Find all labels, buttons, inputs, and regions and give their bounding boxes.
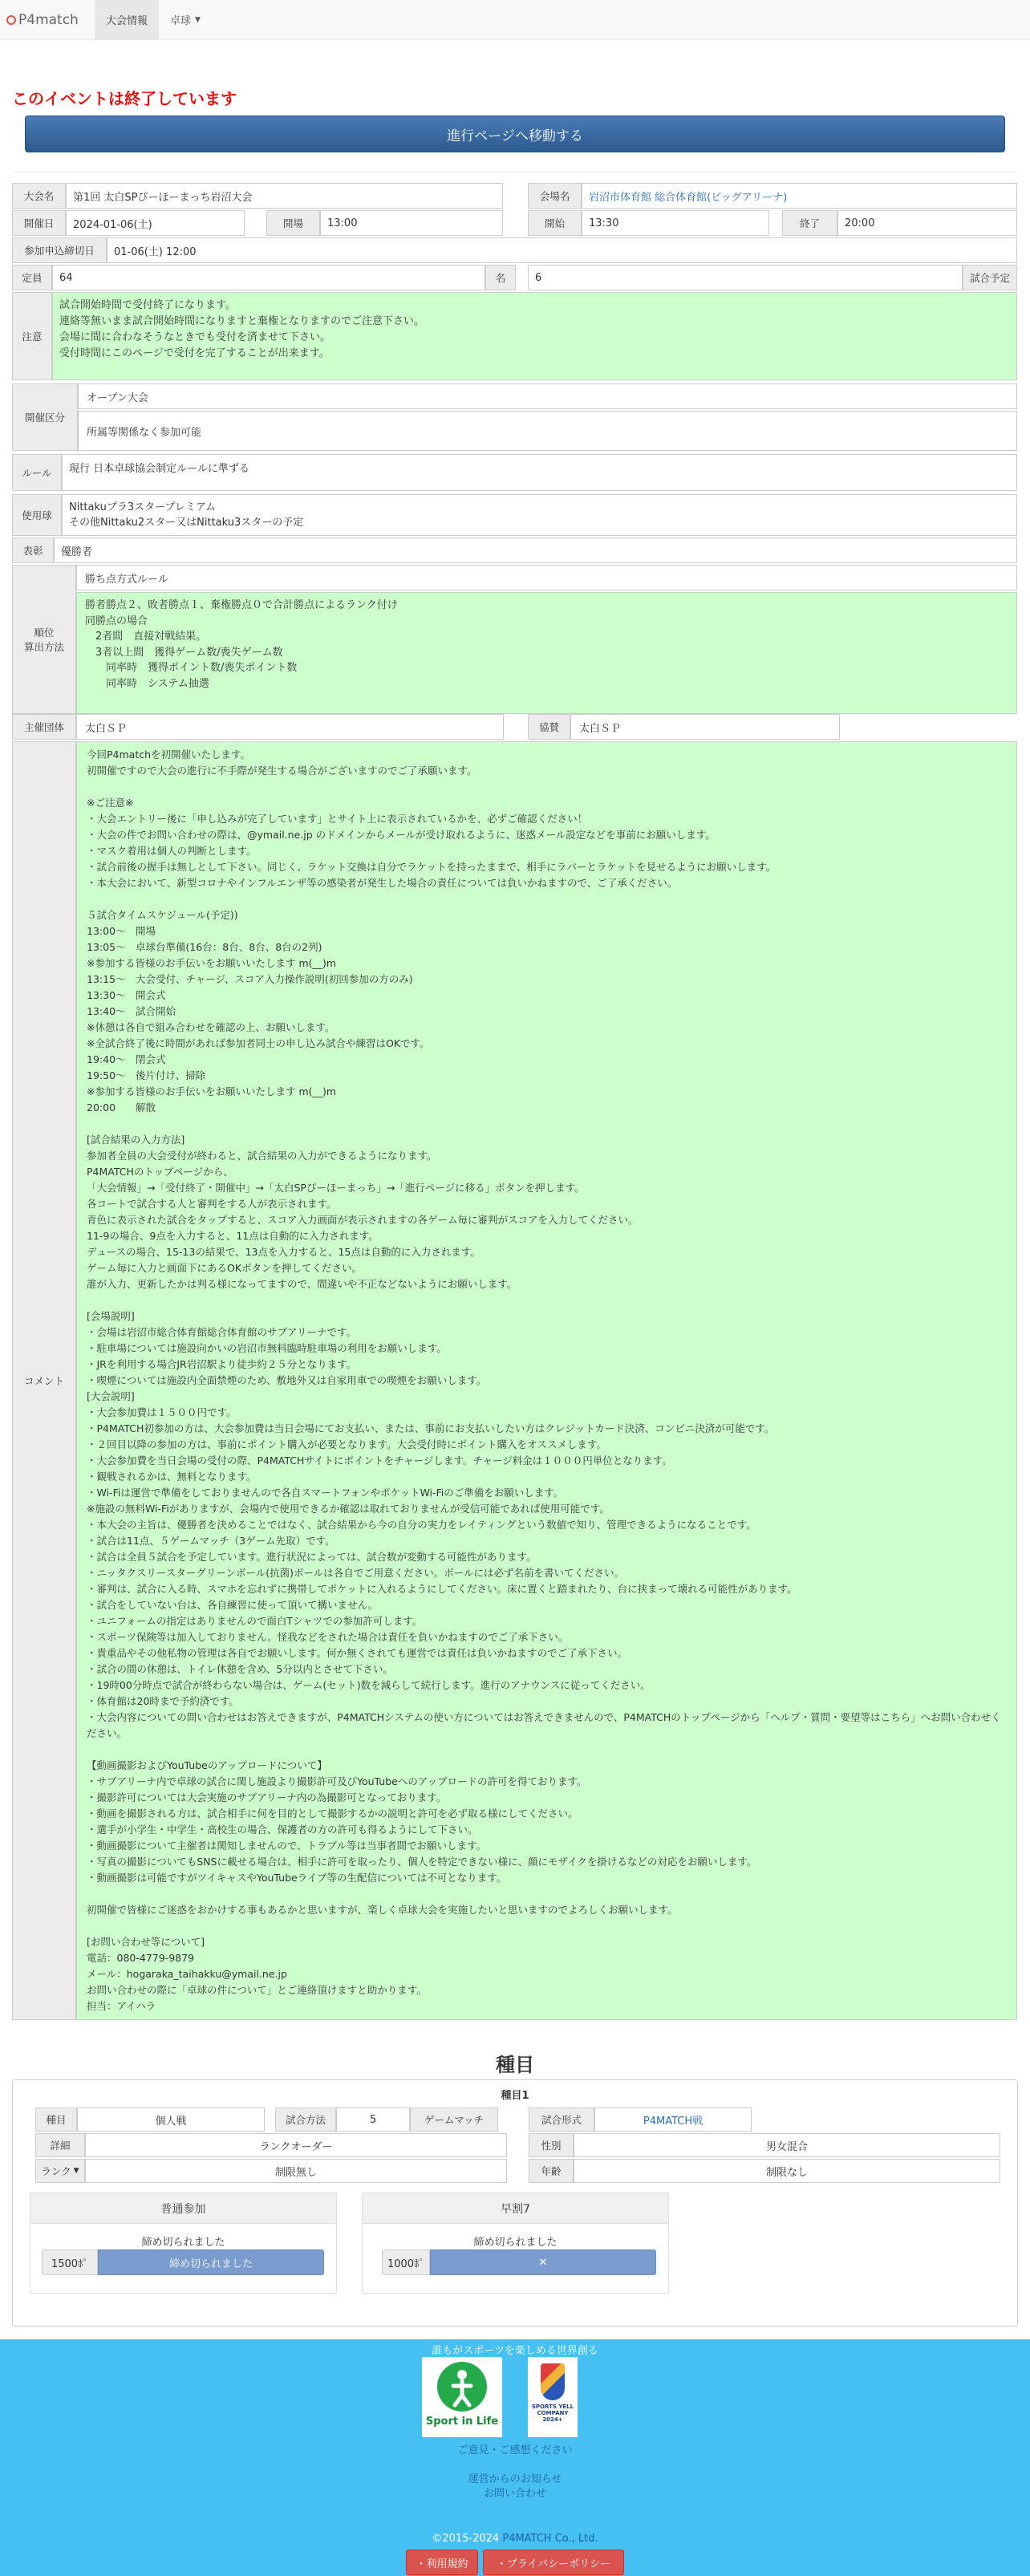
general-entry-closed-button[interactable]: 締め切られました (98, 2249, 324, 2275)
label-event-name: 大会名 (12, 183, 66, 209)
label-award: 表彰 (12, 538, 54, 563)
contact-link-text[interactable]: お問い合わせ (483, 2488, 546, 2500)
sport-in-life-text: Sport in Life (425, 2416, 499, 2428)
label-rank-text: ランク (41, 2165, 71, 2177)
value-rank-detail: 勝者勝点２、敗者勝点１、棄権勝点０で合計勝点によるランク付け 同勝点の場合 2者間 直接対戦結果。 3者以上間 獲得ゲーム数/喪失ゲーム数 同率時 獲得ポイント数/喪失ポイント数 同率時 システム抽選 (76, 592, 1017, 714)
label-ball: 使用球 (12, 494, 62, 536)
general-entry-panel (30, 2193, 337, 2294)
nav-tab-event-info[interactable] (95, 0, 159, 39)
label-age: 年齢 (529, 2159, 574, 2183)
label-end: 終了 (782, 210, 837, 236)
value-event-name: 第1回 太白SPぴーほーまっち岩沼大会 (66, 183, 503, 209)
value-sponsor: 太白ＳＰ (570, 714, 840, 740)
sport-figure-icon (437, 2362, 487, 2412)
value-category-1: オープン大会 (78, 383, 1017, 409)
general-entry-title: 普通参加 (30, 2193, 336, 2224)
value-event-type: 個人戦 (77, 2107, 265, 2132)
label-capacity: 定員 (12, 265, 52, 290)
value-rule: 現行 日本卓球協会制定ルールに準ずる (62, 454, 1017, 491)
label-venue: 会場名 (528, 183, 582, 209)
value-rank: 制限無し (85, 2159, 507, 2183)
sports-yell-company-logo[interactable] (528, 2357, 578, 2437)
venue-link[interactable]: 岩沼市体育館 総合体育館(ビッグアリーナ) (582, 183, 1017, 209)
label-deadline: 参加申込締切日 (12, 237, 107, 263)
value-end: 20:00 (837, 210, 1017, 236)
contact-link[interactable] (0, 2485, 1030, 2500)
caret-down-icon: ▼ (195, 15, 201, 24)
early-entry-title: 早割7 (363, 2193, 668, 2224)
value-ball: Nittakuプラ3スタープレミアム その他Nittaku2スター又はNittaku3スターの予定 (62, 494, 1017, 536)
brand-text: P4match (18, 11, 79, 28)
terms-button[interactable]: ・利用規約 (406, 2550, 478, 2575)
label-category: 開催区分 (12, 383, 78, 451)
value-award: 優勝者 (54, 538, 1017, 563)
nav-tab-label: 大会情報 (106, 15, 148, 27)
label-rank-method: 順位 算出方法 (12, 565, 76, 714)
label-sponsor: 協賛 (528, 714, 570, 740)
value-rank-method: 勝ち点方式ルール (76, 565, 1017, 590)
label-rule: ルール (12, 454, 62, 491)
notice-link[interactable] (0, 2470, 1030, 2485)
navbar (0, 0, 1030, 40)
brand-logo[interactable] (0, 0, 95, 39)
feedback-link-text[interactable]: ご意見・ご感想ください (457, 2444, 573, 2456)
value-detail: ランクオーダー (85, 2133, 507, 2157)
value-caution: 試合開始時間で受付終了になります。 連絡等無いまま試合開始時間になりますと棄権となりますのでご注意下さい。 会場に間に合わなそうなときでも受付を済ませて下さい。 受付時間にこのページで受付を完了することが出来ます。 (52, 292, 1017, 380)
value-date: 2024-01-06(土) (66, 210, 245, 236)
label-detail: 詳細 (35, 2133, 85, 2157)
label-match-method: 試合方法 (275, 2107, 336, 2132)
label-host: 主催団体 (12, 714, 76, 740)
label-start: 開始 (528, 210, 582, 236)
event-ended-notice: このイベントは終了しています (12, 89, 237, 108)
event-1-panel (12, 2079, 1018, 2327)
label-event-type: 種目 (35, 2107, 77, 2132)
label-open: 開場 (266, 210, 320, 236)
label-match-format: 試合形式 (529, 2107, 594, 2132)
go-to-progress-button[interactable]: 進行ページへ移動する (25, 116, 1005, 152)
early-entry-note: 締め切られました (473, 2237, 558, 2249)
footer-tagline: 誰もがスポーツを楽しめる世界創る (432, 2345, 598, 2357)
value-open: 13:00 (320, 210, 503, 236)
value-category-2: 所属等関係なく参加可能 (78, 411, 1017, 451)
value-capacity: 64 (52, 265, 485, 290)
match-format-link[interactable]: P4MATCH戦 (594, 2107, 752, 2132)
label-gender: 性別 (529, 2133, 574, 2157)
nav-tab-label: 卓球 (170, 15, 192, 27)
label-game-match: ゲームマッチ (410, 2107, 498, 2132)
events-heading: 種目 (496, 2054, 534, 2076)
notice-link-text[interactable]: 運営からのお知らせ (468, 2473, 562, 2485)
value-start: 13:30 (582, 210, 769, 236)
feedback-link[interactable] (0, 2441, 1030, 2456)
value-match-method: 5 (336, 2107, 410, 2132)
label-capacity-unit: 名 (485, 265, 516, 290)
general-entry-price: 1500ﾎﾟ (42, 2249, 98, 2275)
sports-yell-text: SPORTS YELL COMPANY 2024+ (531, 2404, 574, 2423)
value-host: 太白ＳＰ (76, 714, 504, 740)
company-link[interactable]: P4MATCH Co., Ltd. (502, 2533, 598, 2545)
early-entry-closed-button[interactable]: ✕ (430, 2249, 656, 2275)
early-entry-panel (362, 2193, 669, 2294)
value-deadline: 01-06(土) 12:00 (107, 237, 1017, 263)
footer (0, 2339, 1030, 2576)
label-caution: 注意 (12, 292, 52, 380)
copyright-year: ©2015-2024 (432, 2533, 500, 2545)
early-entry-price: 1000ﾎﾟ (382, 2249, 430, 2275)
sports-yell-emblem-icon (541, 2363, 565, 2400)
privacy-policy-button[interactable]: ・プライバシーポリシー (483, 2550, 624, 2575)
value-gender: 男女混合 (574, 2133, 1000, 2157)
caret-down-icon: ▼ (73, 2167, 79, 2175)
label-rank (35, 2159, 85, 2183)
event-1-title: 種目1 (501, 2090, 529, 2102)
value-planned-count: 6 (528, 265, 963, 290)
label-comment: コメント (12, 741, 76, 2020)
brand-icon (6, 15, 16, 25)
sport-in-life-logo[interactable] (422, 2357, 502, 2437)
copyright (0, 2533, 1030, 2545)
general-entry-note: 締め切られました (141, 2237, 225, 2249)
value-age: 制限なし (574, 2159, 1000, 2183)
label-planned: 試合予定 (963, 265, 1017, 290)
value-comment: 今回P4matchを初開催いたします。 初開催ですので大会の進行に不手際が発生する場合がございますのでご了承願います。 ※ご注意※ ・大会エントリー後に「申し込みが完了しています」とサイト上に表示されているかを、必ずご確認ください！ ・大会の件でお問い合わせの際は、@ymail.ne.jp のドメインからメールが受け取れるように、迷惑メール設定などを事前にお願いします。 ・マスク着用は個人の判断とします。 ・試合前後の握手は無しとして下さい。同じく、ラケット交換は自分でラケットを持ったままで、相手にラバーとラケットを見せるようにお願いします。 ・本大会において、新型コロナやインフルエンザ等の感染者が発生した場合の責任については負いかねますので、ご了承ください。 ５試合タイムスケジュール(予定)) 13:00〜 開場 13:05〜 卓球台準備(16台：8台、8台、8台の2列) ※参加する皆様のお手伝いをお願いいたします m(__)m 13:15〜 大会受付、チャージ、スコア入力操作説明(初回参加の方のみ) 13:30〜 開会式 13:40〜 試合開始 ※休憩は各自で組み合わせを確認の上、お願いします。 ※全試合終了後に時間があれば参加者同士の申し込み試合や練習はOKです。 19:40〜 閉会式 19:50〜 後片付け、掃除 ※参加する皆様のお手伝いをお願いいたします m(__)m 20:00 解散 [試合結果の入力方法] 参加者全員の大会受付が終わると、試合結果の入力ができるようになります。 P4MATCHのトップページから、 「大会情報」→「受付終了・開催中」→「太白SPぴーほーまっち」→「進行ページに移る」ボタンを押します。 各コートで試合する人と審判をする人が表示されます。 青色に表示された試合をタップすると、スコア入力画面が表示されますの各ゲーム毎に審判がスコアを入力してください。 11-9の場合、9点を入力すると、11点は自動的に入力されます。 デュースの場合、15-13の結果で、13点を入力すると、15点は自動的に入力されます。 ゲーム毎に入力と画面下にあるOKボタンを押してください。 誰が入力、更新したかは判る様になってますので、間違いや不正などないようにお願いします。 [会場説明] ・会場は岩沼市総合体育館総合体育館のサブアリーナです。 ・駐車場については施設向かいの岩沼市無料臨時駐車場の利用をお願いします。 ・JRを利用する場合JR岩沼駅より徒歩約２５分となります。 ・喫煙については施設内全面禁煙のため、敷地外又は自家用車での喫煙をお願いします。 [大会説明] ・大会参加費は１５００円です。 ・P4MATCH初参加の方は、大会参加費は当日会場にてお支払い、または、事前にお支払いしたい方はクレジットカード決済、コンビニ決済が可能です。 ・２回目以降の参加の方は、事前にポイント購入が必要となります。大会受付時にポイント購入をオススメします。 ・大会参加費を当日会場の受付の際、P4MATCHサイトにポイントをチャージします。チャージ料金は１０００円単位となります。 ・観戦されるかは、無料となります。 ・Wi-Fiは運営で準備をしておりませんので各自スマートフォンやポケットWi-Fiのご準備をお願いします。 ※施設の無料Wi-Fiがありますが、会場内で使用できるか確認は取れておりませんが受信可能であれば使用可能です。 ・本大会の主旨は、優勝者を決めることではなく、試合結果から今の自分の実力をレイティングという数値で知り、管理できるようになることです。 ・試合は11点、５ゲームマッチ（3ゲーム先取）です。 ・試合は全員５試合を予定しています。進行状況によっては、試合数が変動する可能性があります。 ・ニッタクスリースターグリーンボール(抗菌)ボールは各自でご用意ください。ボールには必ず名前を書いてください。 ・審判は、試合に入る時、スマホを忘れずに携帯してポケットに入れるようにしてください。床に置くと踏まれたり、台に挟まって壊れる可能性があります。 ・試合をしていない台は、各自練習に使って頂いて構いません。 ・ユニフォームの指定はありませんので面白Tシャツでの参加許可します。 ・スポーツ保険等は加入しておりません。怪我などをされた場合は責任を負いかねますのでご了承下さい。 ・貴重品やその他私物の管理は各自でお願いします。何か無くされても運営では責任は負いかねますのでご了承下さい。 ・試合の間の休憩は、トイレ休憩を含め、5分以内とさせて下さい。 ・19時00分時点で試合が終わらない場合は、ゲーム(セット)数を減らして続行します。進行のアナウンスに従ってください。 ・体育館は20時まで予約済です。 ・大会内容についての問い合わせはお答えできますが、P4MATCHシステムの使い方についてはお答えできませんので、P4MATCHのトップページから「ヘルプ・質問・要望等はこちら」へお問い合わせください。 【動画撮影およびYouTubeのアップロードについて】 ・サブアリーナ内で卓球の試合に関し施設より撮影許可及びYouTubeへのアップロードの許可を得ております。 ・撮影許可については大会実施のサブアリーナ内の為撮影可となっております。 ・動画を撮影される方は、試合相手に何を目的として撮影するかの説明と許可を必ず取る様にしてください。 ・選手が小学生・中学生・高校生の場合、保護者の方の許可も得るようにして下さい。 ・動画撮影について主催者は関知しませんので、トラブル等は当事者間でお願いします。 ・写真の撮影についてもSNSに載せる場合は、相手に許可を取ったり、個人を特定できない様に、顔にモザイクを掛けるなどの対応をお願いします。 ・動画撮影は可能ですがツイキャスやYouTubeライブ等の生配信については不可となります。 初開催で皆様にご迷惑をおかけする事もあるかと思いますが、楽しく卓球大会を実施したいと思いますのでよろしくお願いします。 [お問い合わせ等について] 電話：080-4779-9879 メール：hogaraka_taihakku@ymail.ne.jp お問い合わせの際に「卓球の件について」とご連絡頂けますと助かります。 担当：アイハラ (76, 741, 1017, 2020)
nav-tab-table-tennis[interactable] (159, 0, 212, 39)
label-date: 開催日 (12, 210, 66, 236)
